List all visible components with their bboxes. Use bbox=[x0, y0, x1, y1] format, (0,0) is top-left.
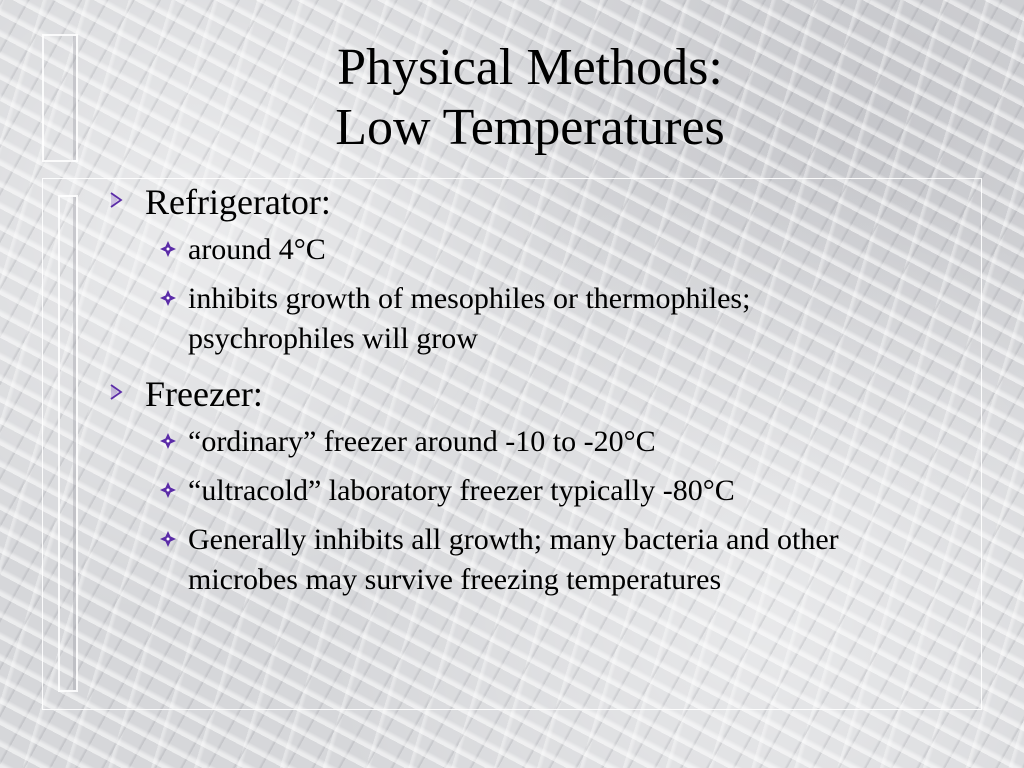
sub-bullet-text-line-1: inhibits growth of mesophiles or thermophiles; bbox=[188, 282, 751, 315]
freezer-heading: Freezer: bbox=[145, 374, 263, 414]
title-line-1: Physical Methods: bbox=[337, 39, 723, 96]
diamond-bullet-icon bbox=[160, 241, 176, 257]
sub-bullet-text-line-2: microbes may survive freezing temperatures bbox=[188, 563, 722, 596]
sub-bullet-ordinary-freezer bbox=[188, 422, 960, 462]
decorative-bar-top bbox=[42, 34, 78, 162]
slide-content bbox=[100, 180, 960, 609]
slide-title bbox=[180, 38, 880, 158]
bullet-freezer bbox=[100, 372, 960, 416]
sub-bullet-ultracold-freezer bbox=[188, 471, 960, 511]
sub-bullet-around-4c bbox=[188, 230, 960, 270]
arrow-bullet-icon bbox=[107, 191, 125, 209]
sub-bullet-text: “ultracold” laboratory freezer typically -80°C bbox=[188, 474, 735, 507]
sub-bullet-generally-inhibits bbox=[188, 520, 960, 600]
arrow-bullet-icon bbox=[107, 383, 125, 401]
diamond-bullet-icon bbox=[160, 531, 176, 547]
diamond-bullet-icon bbox=[160, 482, 176, 498]
diamond-bullet-icon bbox=[160, 290, 176, 306]
sub-bullet-inhibits-growth bbox=[188, 279, 960, 359]
sub-bullet-text: around 4°C bbox=[188, 233, 326, 266]
sub-bullet-text: “ordinary” freezer around -10 to -20°C bbox=[188, 425, 656, 458]
sub-bullet-text-line-1: Generally inhibits all growth; many bacteria and other bbox=[188, 523, 839, 556]
diamond-bullet-icon bbox=[160, 433, 176, 449]
title-line-2: Low Temperatures bbox=[335, 99, 725, 156]
sub-bullet-text-line-2: psychrophiles will grow bbox=[188, 322, 478, 355]
bullet-refrigerator bbox=[100, 180, 960, 224]
refrigerator-heading: Refrigerator: bbox=[145, 182, 331, 222]
